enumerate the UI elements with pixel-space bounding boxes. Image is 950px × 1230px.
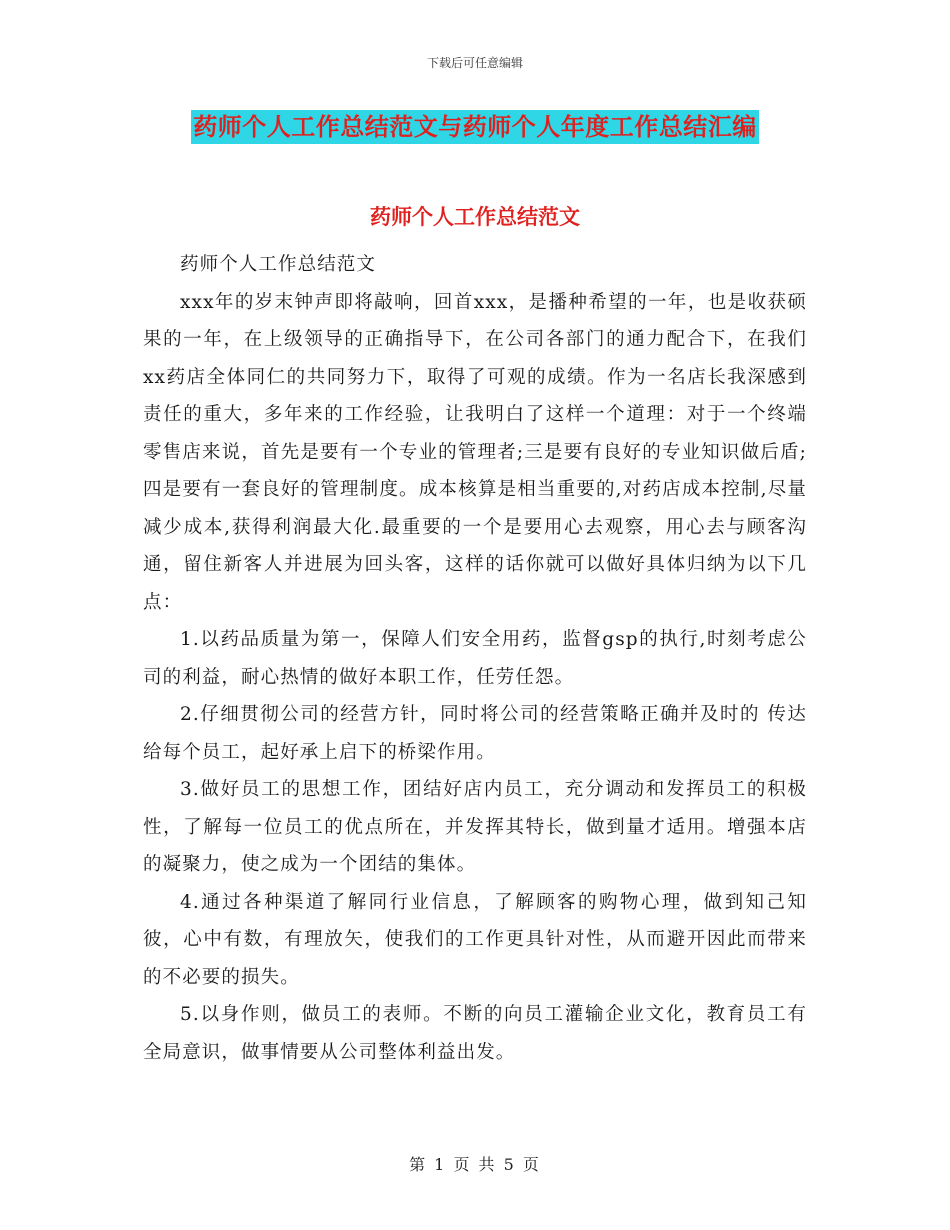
section-title: 药师个人工作总结范文	[370, 205, 580, 229]
paragraph-intro: xxx年的岁末钟声即将敲响，回首xxx，是播种希望的一年，也是收获硕果的一年，在上级领导的正确指导下，在公司各部门的通力配合下，在我们xx药店全体同仁的共同努力下，取得了可观的成绩。作为一名店长我深感到责任的重大，多年来的工作经验，让我明白了这样一个道理：对于一个终端零售店来说，首先是要有一个专业的管理者;三是要有良好的专业知识做后盾;四是要有一套良好的管理制度。成本核算是相当重要的,对药店成本控制,尽量减少成本,获得利润最大化.最重要的一个是要用心去观察，用心去与顾客沟通，留住新客人并进展为回头客，这样的话你就可以做好具体归纳为以下几点：	[143, 291, 807, 613]
document-body	[143, 246, 807, 1071]
main-title-container	[0, 110, 950, 144]
paragraph-point-4: 4.通过各种渠道了解同行业信息，了解顾客的购物心理，做到知己知彼，心中有数，有理放矢，使我们的工作更具针对性，从而避开因此而带来的不必要的损失。	[143, 891, 807, 988]
main-title: 药师个人工作总结范文与药师个人年度工作总结汇编	[191, 110, 759, 144]
page-header: 下载后可任意编辑	[426, 56, 523, 70]
paragraph-point-1: 1.以药品质量为第一，保障人们安全用药，监督gsp的执行,时刻考虑公司的利益，耐心热情的做好本职工作，任劳任怨。	[143, 629, 807, 688]
paragraph-point-2: 2.仔细贯彻公司的经营方针，同时将公司的经营策略正确并及时的 传达给每个员工，起好承上启下的桥梁作用。	[143, 704, 807, 763]
page-number-footer: 第 1 页 共 5 页	[409, 1155, 541, 1174]
paragraph-point-5: 5.以身作则，做员工的表师。不断的向员工灌输企业文化，教育员工有全局意识，做事情要从公司整体利益出发。	[143, 1004, 807, 1063]
paragraph-point-3: 3.做好员工的思想工作，团结好店内员工，充分调动和发挥员工的积极性，了解每一位员工的优点所在，并发挥其特长，做到量才适用。增强本店的凝聚力，使之成为一个团结的集体。	[143, 779, 807, 875]
paragraph-subtitle: 药师个人工作总结范文	[180, 254, 377, 275]
